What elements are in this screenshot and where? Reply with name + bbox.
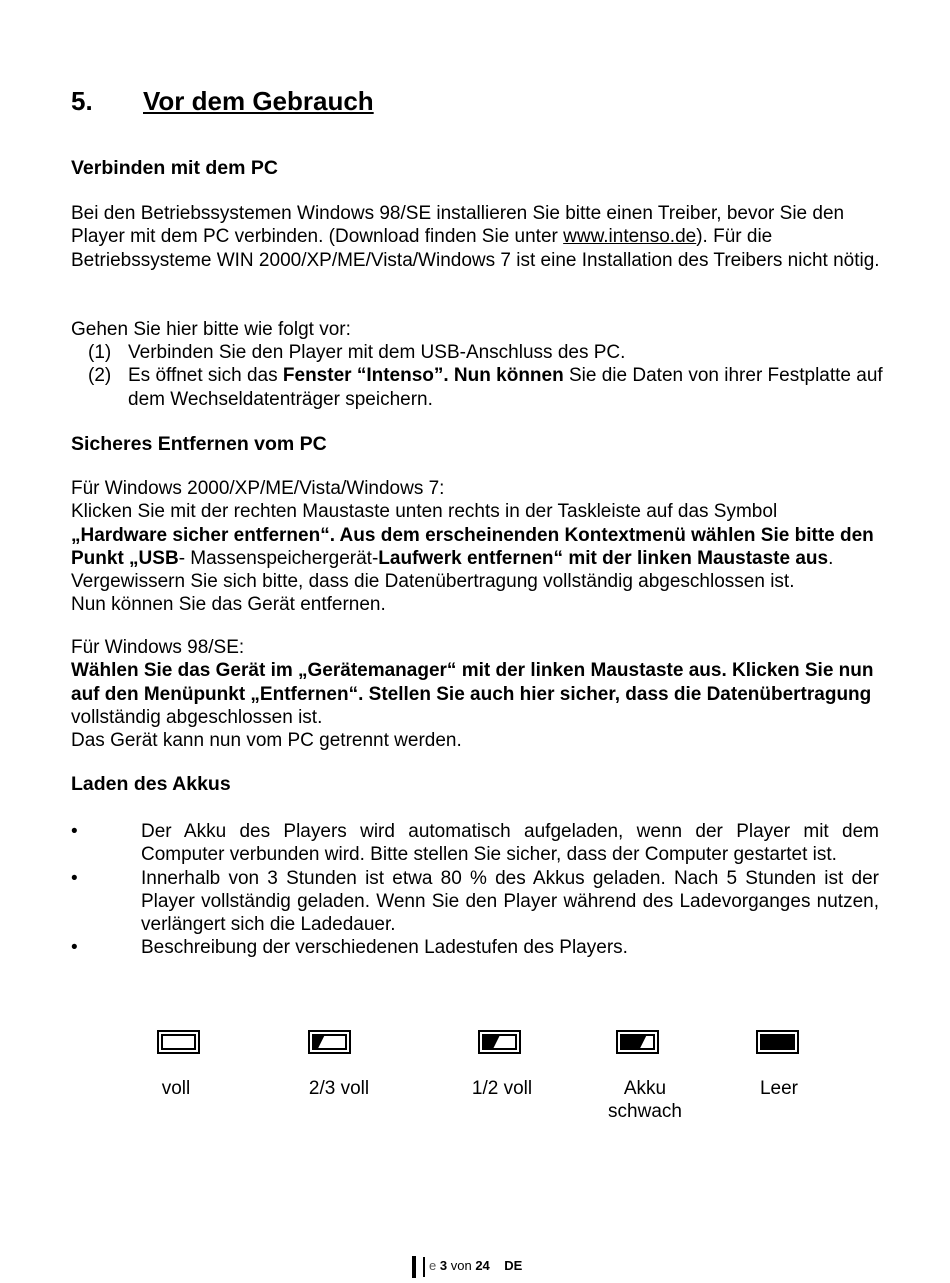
battery-full-icon — [156, 1029, 202, 1055]
heading-connect: Verbinden mit dem PC — [71, 157, 278, 179]
battery-empty-icon — [755, 1029, 801, 1055]
steps-intro: Gehen Sie hier bitte wie folgt vor: — [71, 319, 351, 340]
battery-label-low: Akku schwach — [608, 1078, 682, 1122]
step-2-text-b: Fenster “Intenso”. Nun können — [282, 365, 564, 387]
remove-win-new — [71, 477, 883, 617]
footer-von: von — [450, 1258, 472, 1273]
remove-win-old — [71, 636, 883, 752]
win-old-line-3: Das Gerät kann nun vom PC getrennt werden. — [71, 730, 462, 752]
step-1-text: Verbinden Sie den Player mit dem USB-Anschluss des PC. — [128, 342, 626, 363]
win-old-line-2: vollständig abgeschlossen ist. — [71, 706, 323, 728]
heading-charging: Laden des Akkus — [71, 773, 231, 795]
connect-intro-text-2: ). Für die Betriebssysteme WIN 2000/XP/ME/Vista/Windows 7 ist eine Installation des Treibers nicht nötig. — [71, 226, 880, 271]
win-new-text-4: Laufwerk entfernen“ mit der linken Maustaste aus — [378, 547, 829, 569]
battery-low-icon — [615, 1029, 661, 1055]
step-1 — [88, 341, 888, 364]
win-new-text-5: . — [828, 547, 834, 569]
footer-page-number: 3 — [439, 1258, 448, 1273]
win-old-title: Für Windows 98/SE: — [71, 637, 245, 658]
step-2-text-c: Sie die Daten von ihrer Festplatte auf dem Wechseldatenträger speichern. — [128, 365, 883, 410]
section-number: 5. — [71, 86, 93, 116]
step-2-text-a: Es öffnet sich das — [128, 365, 283, 387]
connect-intro-text-1: Bei den Betriebssystemen Windows 98/SE installieren Sie bitte einen Treiber, bevor Sie den Player mit dem PC verbinden. (Download finden Sie unter — [71, 203, 845, 248]
step-2 — [88, 364, 888, 411]
win-new-instructions — [71, 524, 883, 571]
page-footer — [412, 1256, 522, 1278]
battery-label-two-thirds: 2/3 voll — [308, 1078, 370, 1099]
battery-half-icon — [477, 1029, 523, 1055]
section-title — [71, 86, 374, 117]
footer-bar-thin — [423, 1257, 425, 1277]
bullet-symbol: • — [71, 867, 78, 889]
win-new-title: Für Windows 2000/XP/ME/Vista/Windows 7: — [71, 478, 445, 499]
battery-label-empty: Leer — [759, 1078, 799, 1099]
win-new-line-6: Vergewissern Sie sich bitte, dass die Datenübertragung vollständig abgeschlossen ist. — [71, 571, 795, 593]
connect-intro — [71, 202, 883, 272]
footer-bar — [412, 1256, 416, 1278]
bullet-item — [71, 936, 879, 959]
footer-total-pages: 24 — [475, 1258, 490, 1273]
win-new-line-1: Klicken Sie mit der rechten Maustaste unten rechts in der Taskleiste auf das Symbol — [71, 501, 778, 523]
bullet-text: Der Akku des Players wird automatisch aufgeladen, wenn der Player mit dem Computer verbunden wird. Bitte stellen Sie sicher, dass der Computer gestartet ist. — [141, 821, 879, 866]
heading-remove: Sicheres Entfernen vom PC — [71, 433, 327, 455]
win-new-text-2: „Hardware sicher entfernen“. Aus dem erscheinenden Kontextmenü wählen Sie bitte den Punkt „USB — [71, 524, 874, 569]
bullet-item — [71, 867, 879, 937]
intenso-link[interactable]: www.intenso.de — [563, 226, 697, 248]
section-title-text: Vor dem Gebrauch — [143, 86, 374, 116]
win-new-line-7: Nun können Sie das Gerät entfernen. — [71, 594, 386, 616]
bullet-text: Innerhalb von 3 Stunden ist etwa 80 % des Akkus geladen. Nach 5 Stunden ist der Player vollständig geladen. Wenn Sie den Player während des Ladevorganges nutzen, verlängert sich die Ladedauer. — [141, 867, 879, 936]
battery-label-full: voll — [161, 1078, 191, 1099]
bullet-symbol: • — [71, 937, 78, 959]
step-1-number: (1) — [88, 342, 112, 363]
footer-page-prefix: e — [429, 1258, 437, 1273]
steps-list — [88, 341, 888, 411]
win-old-line-1: Wählen Sie das Gerät im „Gerätemanager“ mit der linken Maustaste aus. Klicken Sie nun auf den Menüpunkt „Entfernen“. Stellen Sie auch hier sicher, dass die Datenübertragung — [71, 660, 874, 705]
battery-label-half: 1/2 voll — [471, 1078, 533, 1099]
battery-two-thirds-icon — [307, 1029, 353, 1055]
footer-language: DE — [504, 1258, 523, 1273]
win-new-text-3: - Massenspeichergerät- — [178, 547, 379, 569]
bullet-symbol: • — [71, 821, 78, 842]
charging-bullets — [71, 820, 879, 960]
bullet-item — [71, 820, 879, 867]
step-2-number: (2) — [88, 365, 112, 387]
bullet-text: Beschreibung der verschiedenen Ladestufen des Players. — [141, 937, 628, 959]
